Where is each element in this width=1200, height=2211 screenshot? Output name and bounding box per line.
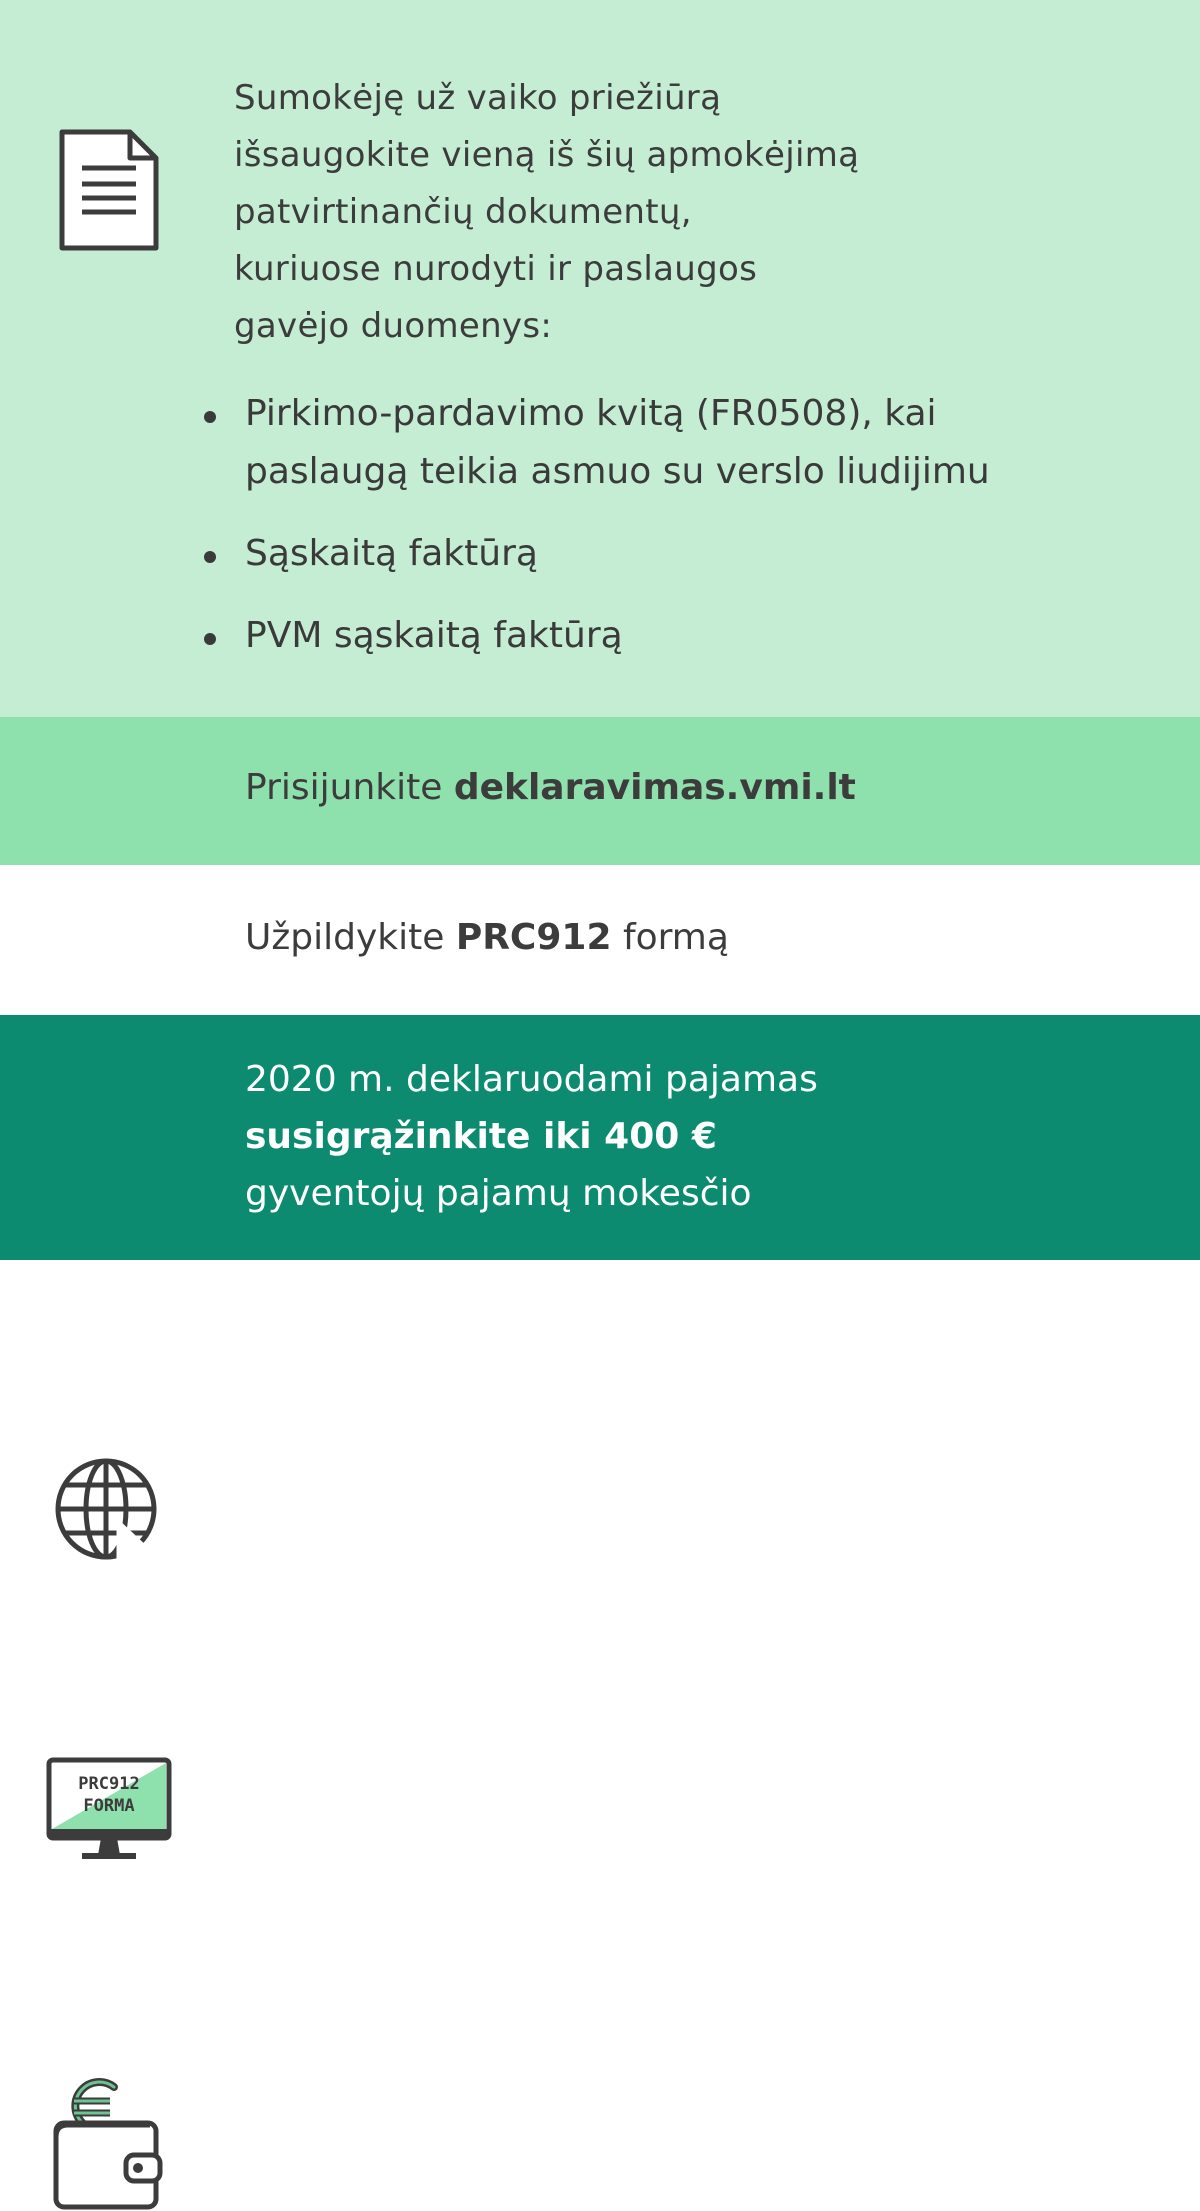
login-text: [245, 767, 856, 808]
list-item: [200, 385, 990, 501]
refund-section: [0, 1015, 1200, 1260]
refund-line: 2020 m. deklaruodami pajamas: [245, 1059, 818, 1100]
wallet-icon: [52, 2075, 164, 2211]
intro-text: [234, 70, 859, 355]
form-prefix: Užpildykite: [245, 917, 456, 958]
bullet-dot: [204, 633, 216, 645]
form-code: PRC912: [455, 917, 612, 958]
intro-line: išsaugokite vieną iš šių apmokėjimą: [234, 135, 860, 175]
list-item: [200, 525, 990, 583]
list-item-text: Pirkimo-pardavimo kvitą (FR0508), kai: [245, 393, 937, 434]
form-text: [245, 917, 729, 958]
refund-line: gyventojų pajamų mokesčio: [245, 1173, 752, 1214]
document-list: [200, 385, 990, 689]
bullet-dot: [204, 551, 216, 563]
login-site-link[interactable]: deklaravimas.vmi.lt: [453, 767, 856, 808]
monitor-screen-line: PRC912: [78, 1774, 140, 1794]
bullet-dot: [204, 411, 216, 423]
list-item-text: paslaugą teikia asmuo su verslo liudijimu: [245, 451, 990, 492]
intro-line: patvirtinančių dokumentų,: [234, 192, 692, 232]
refund-line-bold: susigrąžinkite iki 400 €: [245, 1116, 717, 1157]
list-item: [200, 607, 990, 665]
list-item-text: Sąskaitą faktūrą: [245, 533, 538, 574]
monitor-icon: [46, 1757, 172, 1865]
login-section: [0, 717, 1200, 865]
cursor-icon: [114, 1517, 158, 1579]
document-icon: [58, 128, 160, 252]
list-item-text: PVM sąskaitą faktūrą: [245, 615, 623, 656]
intro-line: gavėjo duomenys:: [234, 306, 553, 346]
intro-line: kuriuose nurodyti ir paslaugos: [234, 249, 758, 289]
refund-text: [245, 1051, 818, 1222]
documents-section: [0, 0, 1200, 717]
intro-line: Sumokėję už vaiko priežiūrą: [234, 78, 722, 118]
monitor-screen-line: FORMA: [83, 1796, 135, 1816]
login-prefix: Prisijunkite: [245, 767, 454, 808]
form-suffix: formą: [611, 917, 729, 958]
